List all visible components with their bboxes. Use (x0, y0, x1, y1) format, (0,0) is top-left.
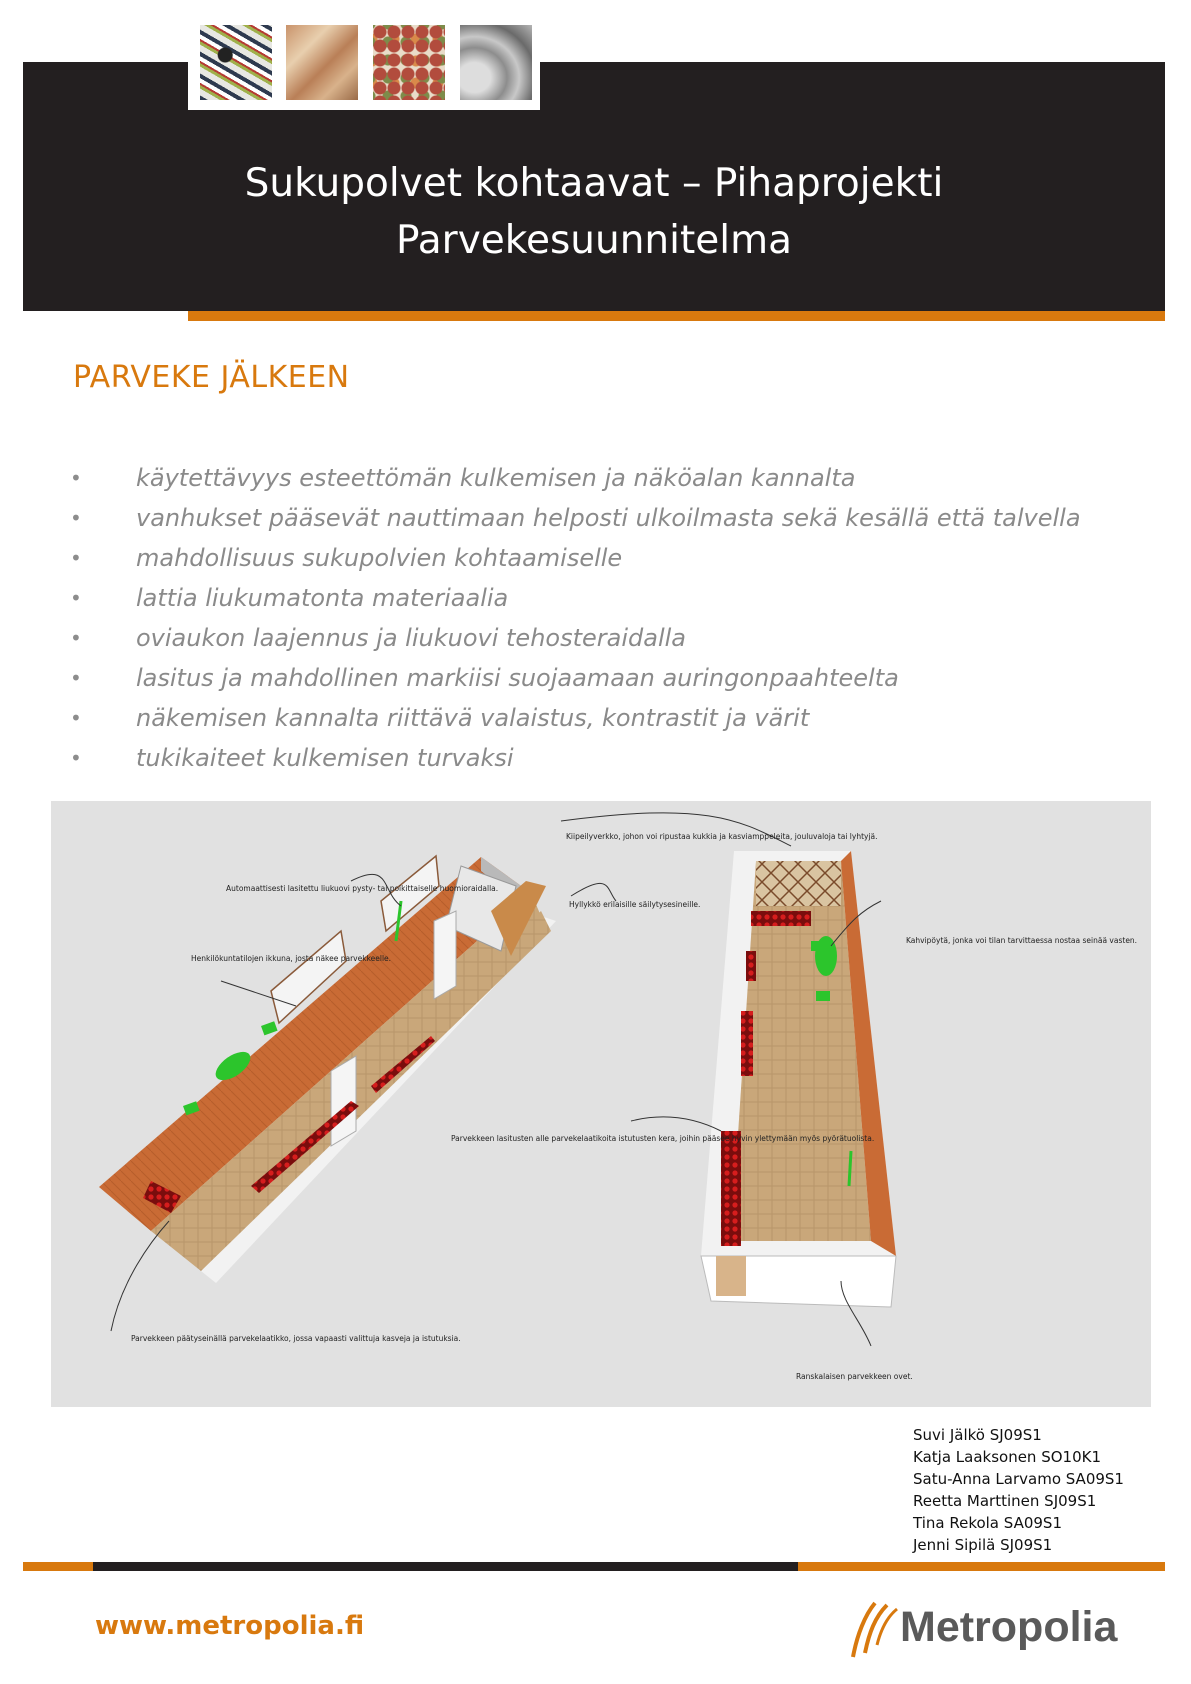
list-item (70, 458, 1130, 498)
bullet-icon: • (70, 666, 82, 690)
list-item-text: käytettävyys esteettömän kulkemisen ja näköalan kannalta (136, 464, 856, 492)
thumbnail-pebbles (373, 25, 445, 100)
thumbnail-old-map (286, 25, 358, 100)
header-accent-bar (188, 311, 1165, 321)
bullet-icon: • (70, 546, 82, 570)
list-item (70, 738, 1130, 778)
list-item-text: vanhukset pääsevät nauttimaan helposti ulkoilmasta sekä kesällä että talvella (136, 504, 1081, 532)
logo-mark-icon (845, 1595, 905, 1665)
section-heading: PARVEKE JÄLKEEN (73, 360, 350, 395)
website-link[interactable]: www.metropolia.fi (95, 1611, 365, 1641)
footer-accent-right (798, 1562, 1165, 1571)
author-name: Suvi Jälkö SJ09S1 (913, 1426, 1042, 1444)
bullet-icon: • (70, 586, 82, 610)
balcony-render (51, 801, 1151, 1407)
bullet-icon: • (70, 746, 82, 770)
left-balcony-view (99, 856, 556, 1283)
note-glazing-planters: Parvekkeen lasitusten alle parvekelaatikoita istutusten kera, joihin pääsee hyvin ylettymään myös pyörätuolista. (451, 1134, 875, 1143)
logo-text: Metropolia (900, 1603, 1118, 1651)
list-item-text: näkemisen kannalta riittävä valaistus, kontrastit ja värit (136, 704, 810, 732)
list-item (70, 538, 1130, 578)
header-thumbnail-strip (188, 18, 540, 110)
metropolia-logo (845, 1595, 1118, 1665)
title-line-2: Parvekesuunnitelma (396, 218, 792, 263)
list-item-text: tukikaiteet kulkemisen turvaksi (136, 744, 514, 772)
feature-list (70, 458, 1130, 778)
author-name: Reetta Marttinen SJ09S1 (913, 1492, 1097, 1510)
list-item (70, 658, 1130, 698)
thumbnail-abstract-art (200, 25, 272, 100)
right-balcony-view (701, 851, 896, 1307)
author-name: Jenni Sipilä SJ09S1 (913, 1536, 1053, 1554)
note-end-planter: Parvekkeen päätyseinällä parvekelaatikko, jossa vapaasti valittuja kasveja ja istutuksia. (131, 1334, 461, 1343)
author-name: Katja Laaksonen SO10K1 (913, 1448, 1101, 1466)
note-shelf: Hyllykkö erilaisille säilytysesineille. (569, 900, 701, 909)
bullet-icon: • (70, 466, 82, 490)
note-sliding-door: Automaattisesti lasitettu liukuovi pysty- tai poikittaiselle huomioraidalla. (226, 884, 499, 893)
author-list (913, 1424, 1124, 1556)
list-item (70, 698, 1130, 738)
bullet-icon: • (70, 706, 82, 730)
title-line-1: Sukupolvet kohtaavat – Pihaprojekti (244, 161, 944, 206)
author-name: Tina Rekola SA09S1 (913, 1514, 1062, 1532)
note-coffee-table: Kahvipöytä, jonka voi tilan tarvittaessa nostaa seinää vasten. (906, 936, 1138, 945)
footer-dark-bar (93, 1562, 798, 1571)
header-accent-gap (93, 311, 188, 321)
page-title (23, 155, 1165, 269)
note-trellis: Kiipeilyverkko, johon voi ripustaa kukkia ja kasviamppeleita, jouluvaloja tai lyhtyjä. (566, 832, 878, 841)
thumbnail-metal-bowl (460, 25, 532, 100)
balcony-illustration (51, 801, 1151, 1407)
list-item-text: mahdollisuus sukupolvien kohtaamiselle (136, 544, 623, 572)
footer-accent-left (23, 1562, 93, 1571)
list-item (70, 578, 1130, 618)
list-item-text: oviaukon laajennus ja liukuovi tehosteraidalla (136, 624, 686, 652)
list-item (70, 498, 1130, 538)
author-name: Satu-Anna Larvamo SA09S1 (913, 1470, 1124, 1488)
list-item (70, 618, 1130, 658)
list-item-text: lasitus ja mahdollinen markiisi suojaamaan auringonpaahteelta (136, 664, 899, 692)
note-staff-window: Henkilökuntatilojen ikkuna, josta näkee parvekkeelle. (191, 954, 392, 963)
bullet-icon: • (70, 506, 82, 530)
bullet-icon: • (70, 626, 82, 650)
note-french-doors: Ranskalaisen parvekkeen ovet. (796, 1372, 913, 1381)
list-item-text: lattia liukumatonta materiaalia (136, 584, 509, 612)
